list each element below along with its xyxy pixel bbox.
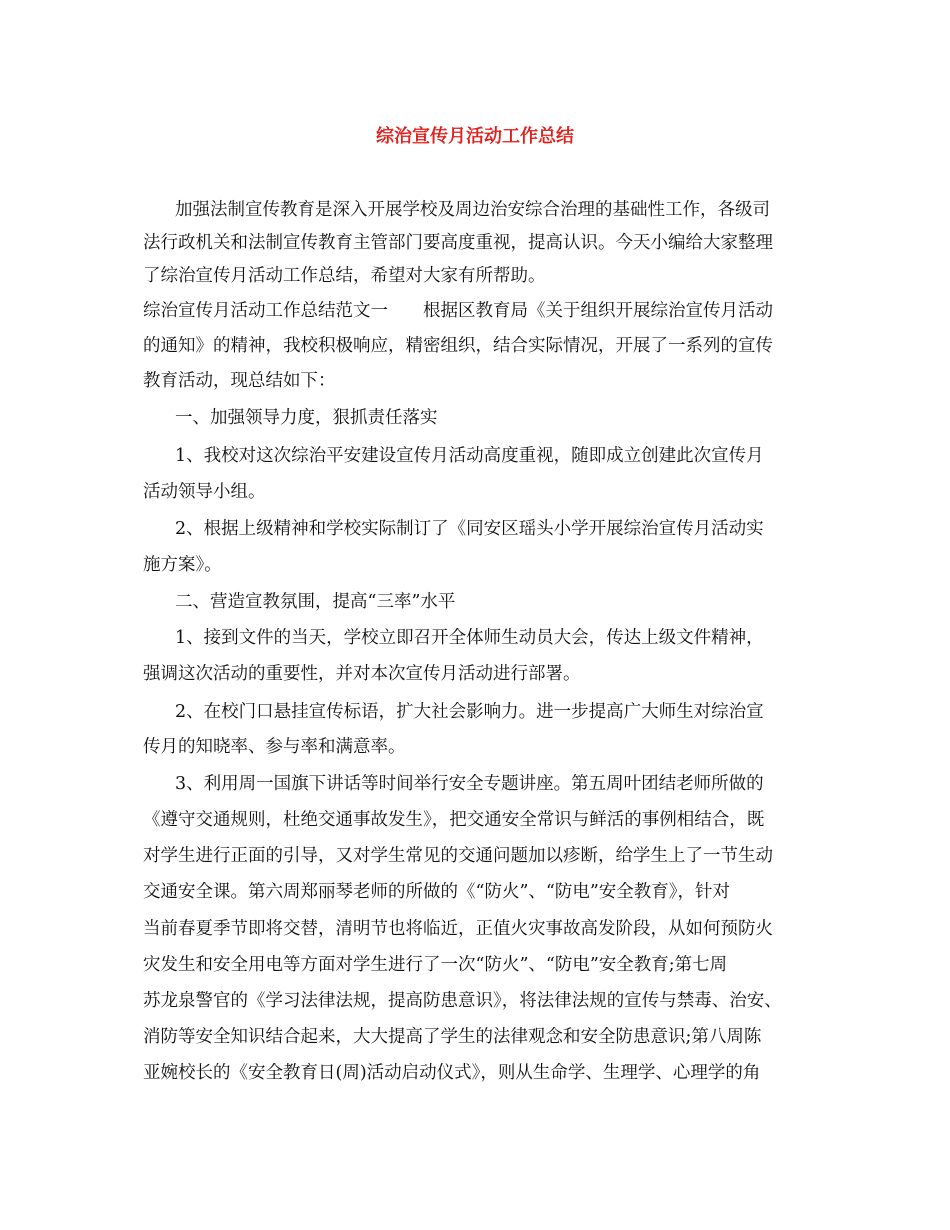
paragraph-line: 2、根据上级精神和学校实际制订了《同安区瑶头小学开展综治宣传月活动实 <box>175 519 764 539</box>
paragraph-line: 加强法制宣传教育是深入开展学校及周边治安综合治理的基础性工作，各级司 <box>175 200 770 220</box>
paragraph-line: 苏龙泉警官的《学习法律法规，提高防患意识》，将法律法规的宣传与禁毒、治安、 <box>143 991 782 1011</box>
paragraph-line: 灾发生和安全用电等方面对学生进行了一次“防火”、“防电”安全教育;第七周 <box>143 955 728 975</box>
paragraph-line: 传月的知晓率、参与率和满意率。 <box>143 737 406 757</box>
paragraph-line: 综治宣传月活动工作总结范文一 根据区教育局《关于组织开展综治宣传月活动 <box>143 301 773 321</box>
paragraph-line: 交通安全课。第六周郑丽琴老师的所做的《“防火”、“防电”安全教育》，针对 <box>143 882 731 902</box>
paragraph-line: 了综治宣传月活动工作总结，希望对大家有所帮助。 <box>143 266 546 286</box>
paragraph-line: 2、在校门口悬挂宣传标语，扩大社会影响力。进一步提高广大师生对综治宣 <box>175 702 764 722</box>
paragraph-line: 消防等安全知识结合起来，大大提高了学生的法律观念和安全防患意识;第八周陈 <box>143 1027 762 1047</box>
paragraph-line: 的通知》的精神，我校积极响应，精密组织，结合实际情况，开展了一系列的宣传 <box>143 336 773 356</box>
paragraph-line: 《遵守交通规则，杜绝交通事故发生》，把交通安全常识与鲜活的事例相结合，既 <box>143 810 765 830</box>
paragraph-line: 1、接到文件的当天，学校立即召开全体师生动员大会，传达上级文件精神， <box>175 628 764 648</box>
paragraph-line: 教育活动，现总结如下： <box>143 371 336 391</box>
paragraph-line: 亚婉校长的《安全教育日(周)活动启动仪式》，则从生命学、生理学、心理学的角 <box>143 1063 761 1083</box>
paragraph-line: 强调这次活动的重要性，并对本次宣传月活动进行部署。 <box>143 664 581 684</box>
paragraph-line: 3、利用周一国旗下讲话等时间举行安全专题讲座。第五周叶团结老师所做的 <box>175 774 764 794</box>
document-title: 综治宣传月活动工作总结 <box>376 126 574 147</box>
paragraph-line: 法行政机关和法制宣传教育主管部门要高度重视，提高认识。今天小编给大家整理 <box>143 233 773 253</box>
paragraph-line: 当前春夏季节即将交替，清明节也将临近，正值火灾事故高发阶段，从如何预防火 <box>143 919 773 939</box>
paragraph-line: 1、我校对这次综治平安建设宣传月活动高度重视，随即成立创建此次宣传月 <box>175 446 764 466</box>
paragraph-line: 施方案》。 <box>143 555 222 575</box>
section-heading: 一、加强领导力度，狠抓责任落实 <box>175 408 438 428</box>
section-heading: 二、营造宣教氛围，提高“三率”水平 <box>175 592 456 612</box>
paragraph-line: 活动领导小组。 <box>143 482 266 502</box>
paragraph-line: 对学生进行正面的引导，又对学生常见的交通问题加以疹断，给学生上了一节生动 <box>143 846 773 866</box>
